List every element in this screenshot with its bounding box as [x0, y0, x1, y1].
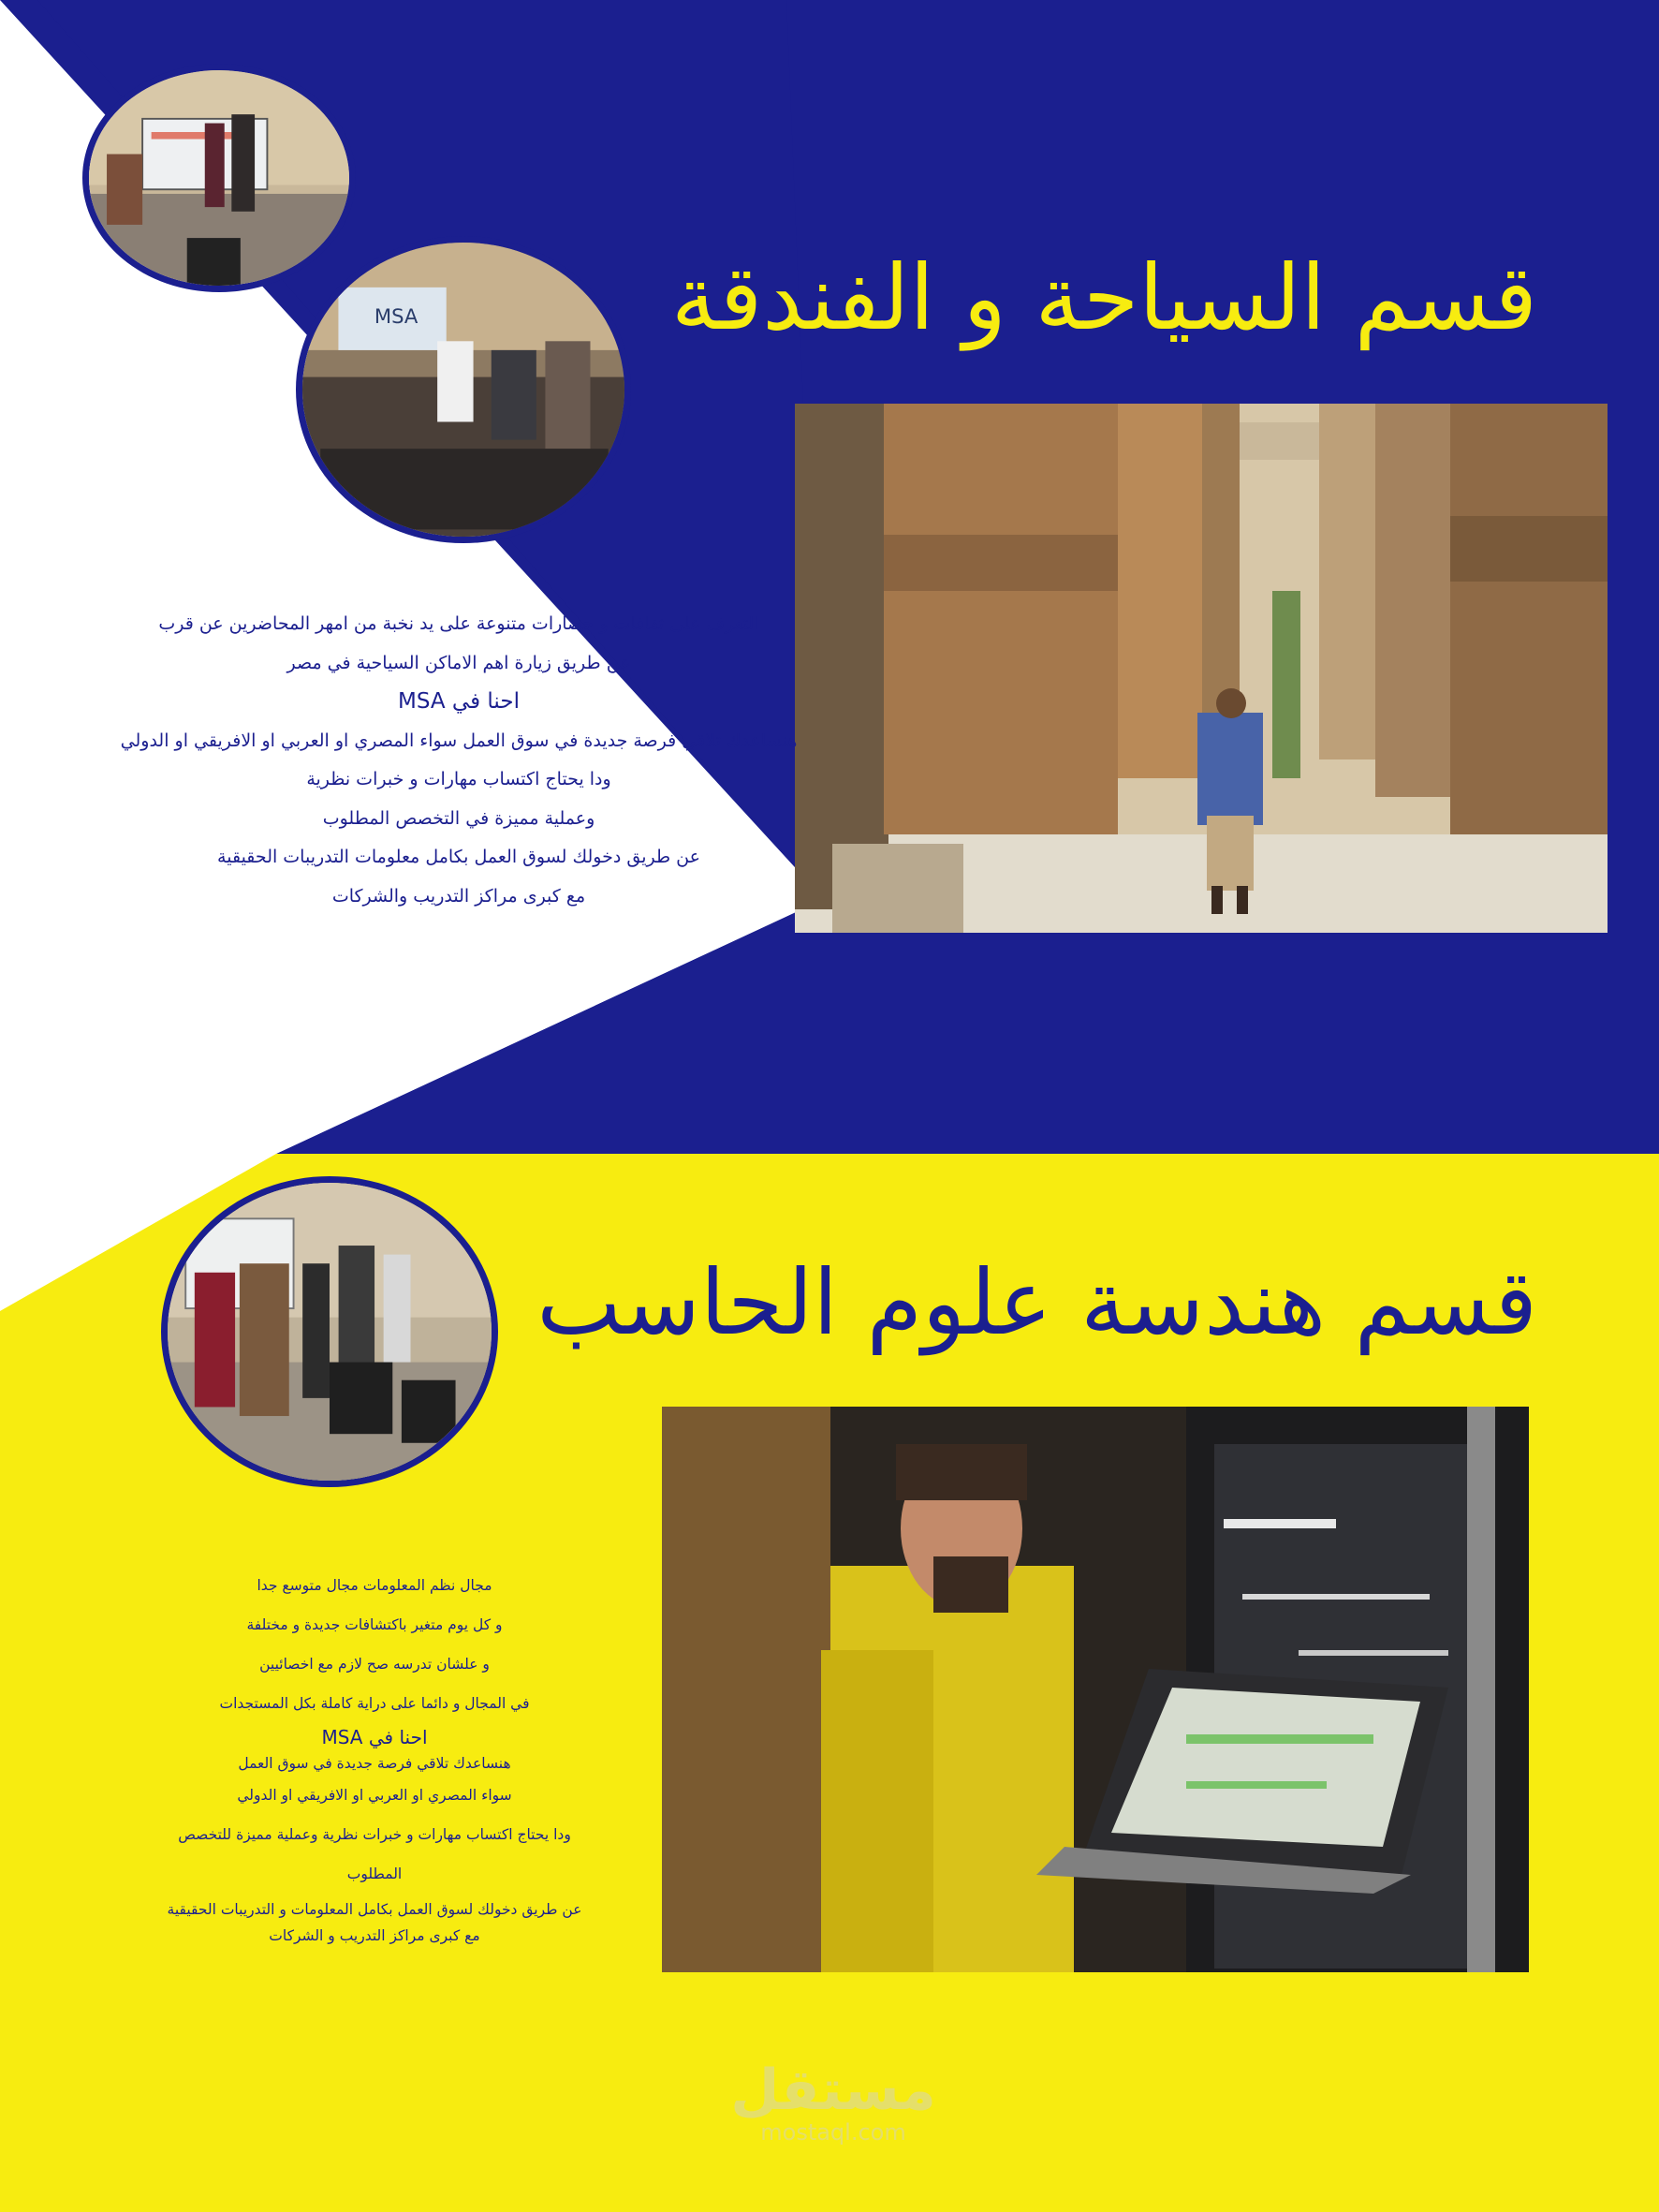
computer-engineering-section-title: قسم هندسة علوم الحاسب	[536, 1250, 1537, 1355]
description-line: عن طريق دخولك لسوق العمل بكامل معلومات التدريبات الحقيقية	[217, 847, 700, 867]
description-line: هنساعدك تلاقي فرصة جديدة في سوق العمل سواء المصري او العربي او الافريقي او الدولي	[120, 730, 798, 751]
description-line: احنا في MSA	[321, 1726, 428, 1748]
description-line: ودا يحتاج اكتساب مهارات و خبرات نظرية وعملية مميزة للتخصص المطلوب	[178, 1826, 571, 1882]
description-line: التعرف على ثقافات و حضارات متنوعة على يد نخبة من امهر المحاضرين عن قرب	[158, 613, 759, 634]
watermark-arabic: مستقل	[730, 2057, 936, 2123]
description-line: سواء المصري او العربي او الافريقي او الدولي	[237, 1787, 512, 1804]
svg-text:MSA: MSA	[374, 304, 418, 329]
description-line: عن طريق زيارة اهم الاماكن السياحية في مصر	[286, 652, 631, 673]
description-line: و كل يوم متغير باكتشافات جديدة و مختلفة	[246, 1616, 503, 1633]
server-room-engineer-photo	[662, 1407, 1529, 1972]
classroom-circle-photo-1	[82, 64, 356, 292]
computer-engineering-description	[150, 1566, 599, 1946]
description-line: وعملية مميزة في التخصص المطلوب	[322, 807, 595, 829]
classroom-circle-photo-2	[296, 236, 631, 543]
workshop-circle-photo	[161, 1176, 498, 1487]
description-line: في المجال و دائما على دراية كاملة بكل المستجدات	[219, 1695, 530, 1712]
tourism-description	[112, 605, 805, 916]
description-line: احنا في MSA	[398, 689, 520, 714]
description-line: مجال نظم المعلومات مجال متوسع جدا	[257, 1577, 492, 1594]
description-line: مع كبرى مراكز التدريب والشركات	[331, 885, 586, 907]
watermark-latin: mostaql.com	[760, 2119, 906, 2146]
mostaql-watermark	[726, 2057, 941, 2146]
description-line: هنساعدك تلاقي فرصة جديدة في سوق العمل	[238, 1755, 511, 1772]
description-line: ودا يحتاج اكتساب مهارات و خبرات نظرية	[306, 769, 611, 789]
karnak-temple-photo	[795, 404, 1608, 933]
description-line: مع كبرى مراكز التدريب و الشركات	[269, 1927, 480, 1944]
tourism-section-title: قسم السياحة و الفندقة	[670, 245, 1537, 350]
description-line: و علشان تدرسه صح لازم مع اخصائيين	[259, 1656, 490, 1673]
description-line: عن طريق دخولك لسوق العمل بكامل المعلومات و التدريبات الحقيقية	[167, 1901, 582, 1918]
